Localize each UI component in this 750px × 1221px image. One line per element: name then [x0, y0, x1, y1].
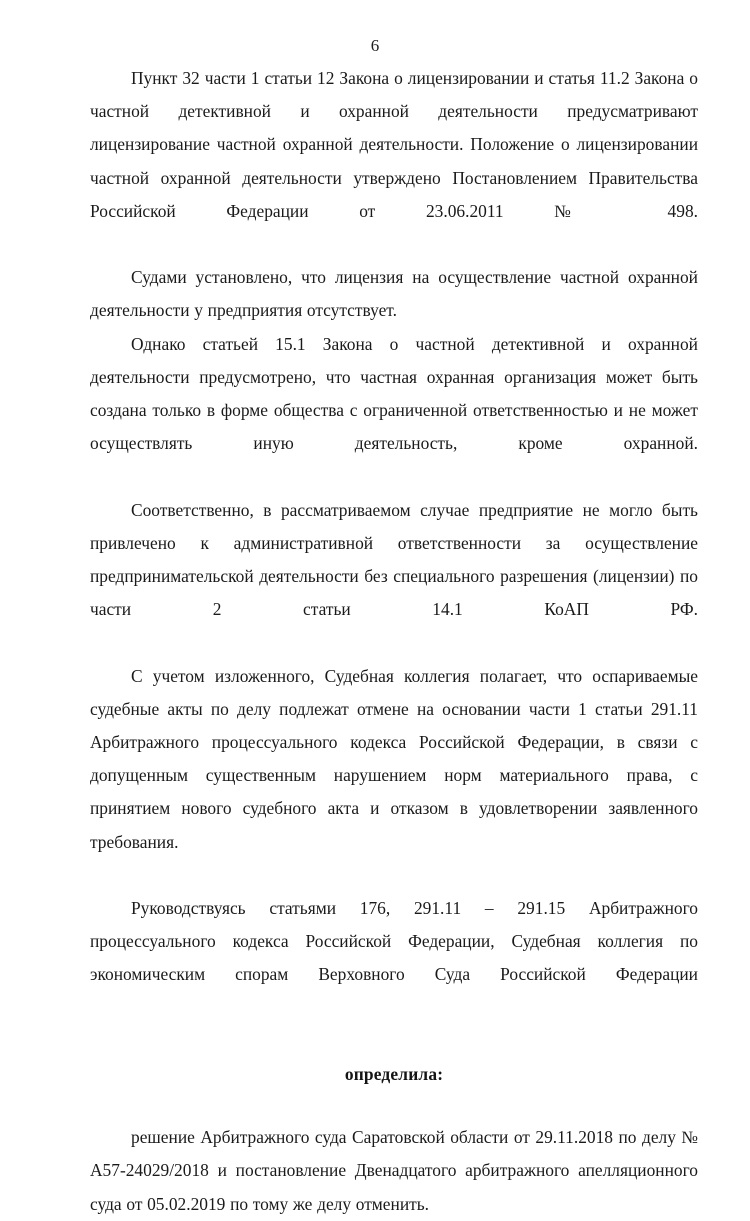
paragraph-article-15-1: Однако статьей 15.1 Закона о частной детективной и охранной деятельности предусмотрено, что частная охранная организация может быть создана только в форме общества с ограниченной ответственностью и не может осуществлять иную деятельность, кроме охранной. — [90, 333, 698, 454]
paragraph-conclusion-annulment: С учетом изложенного, Судебная коллегия полагает, что оспариваемые судебные акты по делу подлежат отмене на основании части 1 статьи 291.11 Арбитражного процессуального кодекса Российской Федерации, в связи с допущенным существенным нарушением норм материального права, с принятием нового судебного акта и отказом в удовлетворении заявленного требования. — [90, 665, 698, 852]
page-number: 6 — [370, 36, 380, 55]
paragraph-courts-established: Судами установлено, что лицензия на осуществление частной охранной деятельности у предприятия отсутствует. — [90, 267, 698, 321]
spacer-before-ruling — [90, 1025, 698, 1058]
paragraph-no-liability: Соответственно, в рассматриваемом случае предприятие не могло быть привлечено к административной ответственности за осуществление предпринимательской деятельности без специального разрешения (лицензии) по части 2 статьи 14.1 КоАП РФ. — [90, 499, 698, 620]
ruling-heading: определила: — [344, 1063, 444, 1084]
paragraph-licensing-provisions: Пункт 32 части 1 статьи 12 Закона о лицензировании и статья 11.2 Закона о частной детективной и охранной деятельности предусматривают лицензирование частной охранной деятельности. Положение о лицензировании частной охранной деятельности утверждено Постановлением Правительства Российской Федерации от 23.06.2011 № 498. — [90, 68, 698, 221]
spacer-after-ruling — [90, 1091, 698, 1121]
paragraph-guided-by: Руководствуясь статьями 176, 291.11 – 291.15 Арбитражного процессуального кодекса Российской Федерации, Судебная коллегия по экономическим спорам Верховного Суда Российской Федерации — [90, 898, 698, 985]
document-body — [90, 62, 698, 1221]
paragraph-disposition: решение Арбитражного суда Саратовской области от 29.11.2018 по делу № А57-24029/2018 и постановление Двенадцатого арбитражного апелляционного суда от 05.02.2019 по тому же делу отменить. — [90, 1127, 698, 1214]
